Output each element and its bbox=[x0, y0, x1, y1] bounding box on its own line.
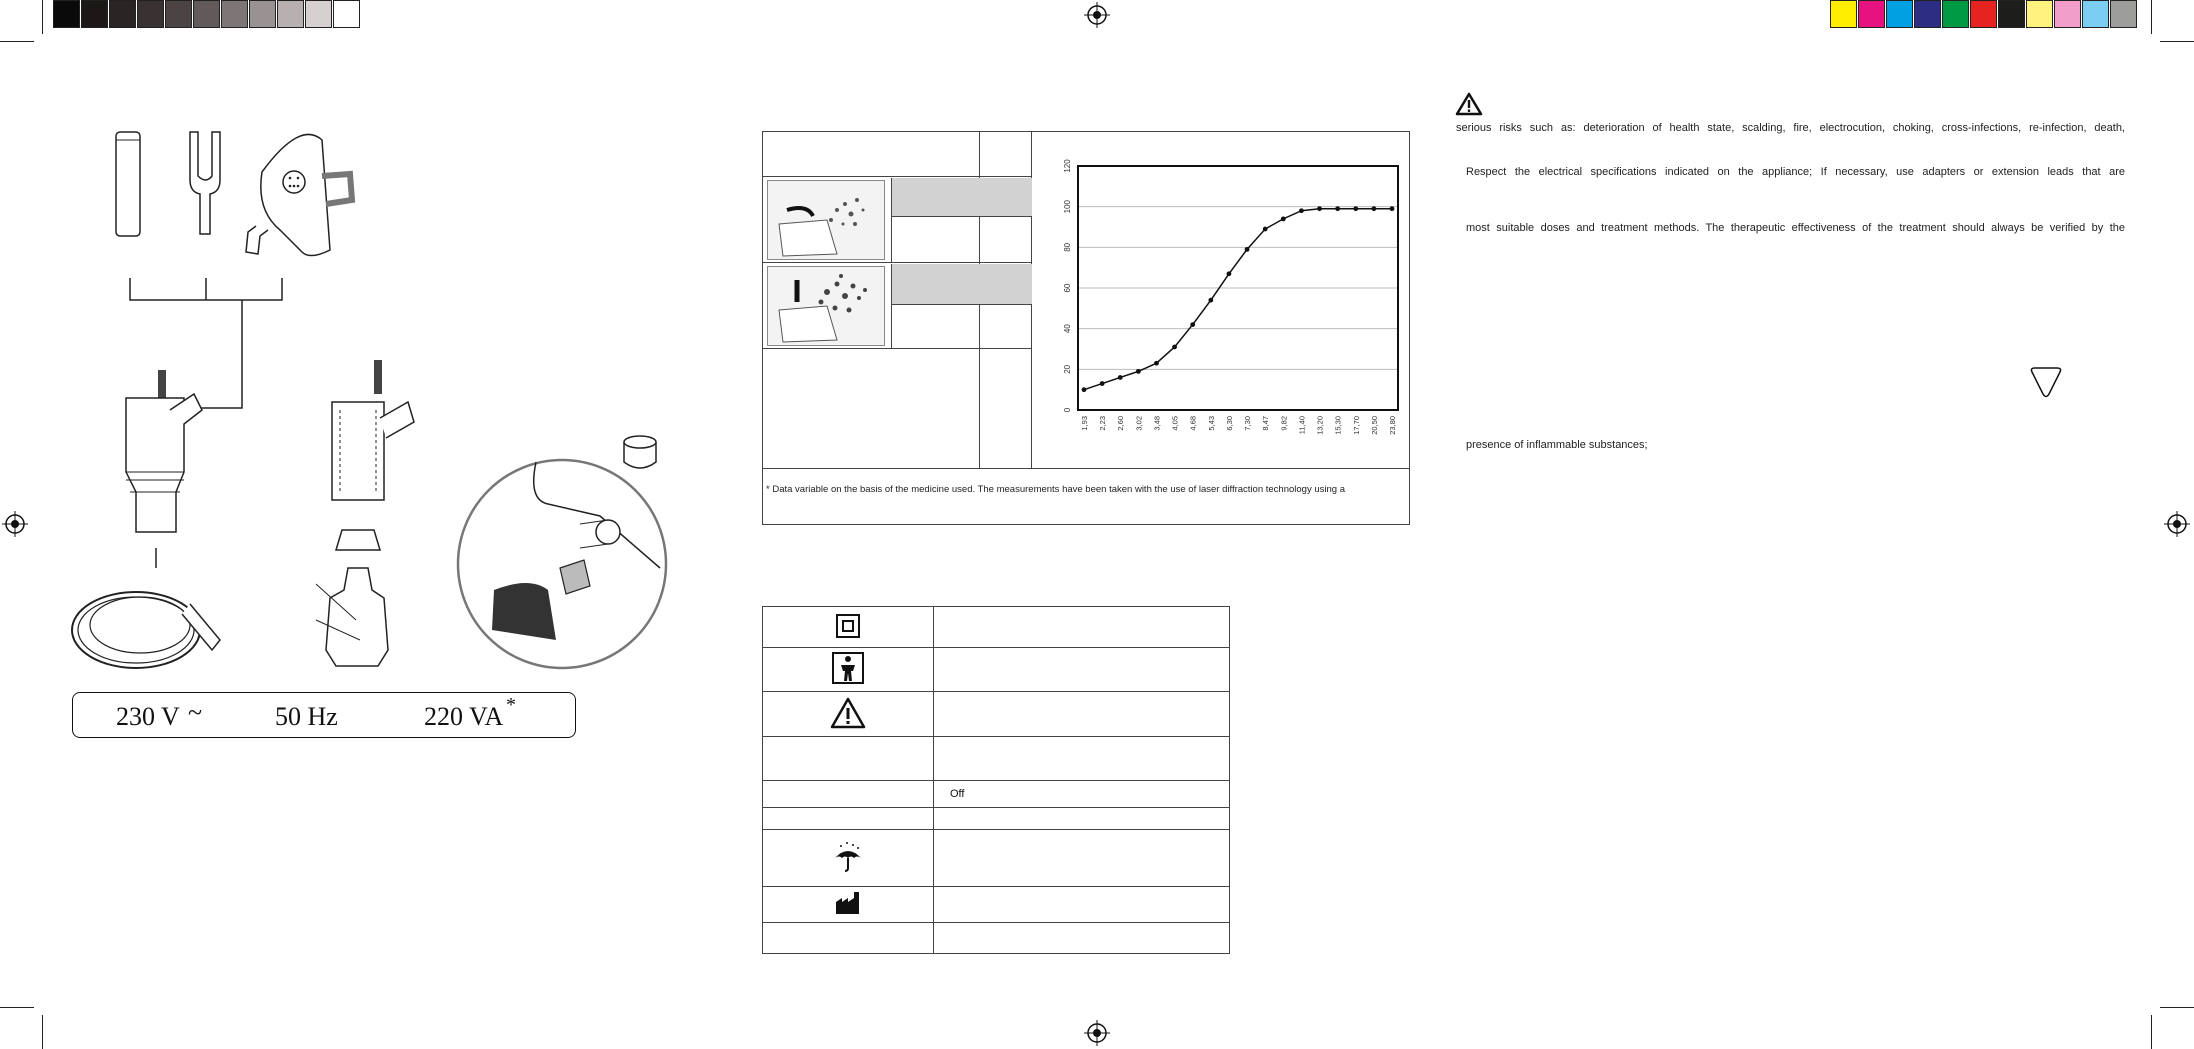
color-swatch bbox=[1942, 0, 1969, 28]
crop-mark bbox=[0, 41, 34, 42]
color-swatch bbox=[137, 0, 164, 28]
flammable-text: presence of inflammable substances; bbox=[1466, 439, 1648, 451]
color-swatch bbox=[1970, 0, 1997, 28]
y-tick-label: 60 bbox=[1063, 283, 1072, 293]
data-point bbox=[1299, 208, 1304, 213]
x-tick-label: 3,02 bbox=[1134, 416, 1144, 431]
table-row bbox=[763, 781, 1230, 808]
table-row bbox=[763, 923, 1230, 954]
y-tick-label: 20 bbox=[1063, 364, 1072, 374]
x-tick-label: 2,23 bbox=[1098, 416, 1108, 431]
data-point bbox=[1371, 206, 1376, 211]
warning-icon bbox=[1455, 92, 1483, 116]
symbol-description bbox=[934, 808, 1230, 830]
color-swatch bbox=[2054, 0, 2081, 28]
measurement-note: * Data variable on the basis of the medicine used. The measurements have been taken with the use of laser diffraction technology using a bbox=[766, 484, 1345, 495]
data-point bbox=[1245, 247, 1250, 252]
air-tube-drawing bbox=[72, 592, 220, 668]
data-point bbox=[1281, 216, 1286, 221]
y-tick-label: 40 bbox=[1063, 324, 1072, 334]
filter-detail-magnified-drawing bbox=[458, 460, 666, 668]
nebulizer-exploded-view-drawing bbox=[316, 360, 414, 666]
data-point bbox=[1100, 381, 1105, 386]
filter-cap-drawing bbox=[624, 436, 656, 468]
color-swatch bbox=[165, 0, 192, 28]
color-swatch bbox=[1998, 0, 2025, 28]
type-bf-icon bbox=[831, 651, 865, 685]
registration-mark-bottom bbox=[1084, 1020, 1110, 1046]
color-swatch bbox=[2110, 0, 2137, 28]
table-row bbox=[763, 887, 1230, 923]
table-row bbox=[763, 830, 1230, 887]
face-mask-drawing bbox=[246, 134, 352, 255]
x-tick-label: 15,30 bbox=[1333, 416, 1343, 435]
table-row bbox=[763, 607, 1230, 648]
data-point bbox=[1136, 369, 1141, 374]
particle-size-chart bbox=[1033, 134, 1407, 466]
data-point bbox=[1190, 322, 1195, 327]
x-tick-label: 2,60 bbox=[1116, 416, 1126, 431]
x-tick-label: 5,43 bbox=[1206, 416, 1216, 431]
color-swatch bbox=[333, 0, 360, 28]
symbol-description bbox=[934, 737, 1230, 781]
class-ii-icon bbox=[835, 613, 861, 639]
data-point bbox=[1208, 298, 1213, 303]
keep-dry-icon bbox=[831, 840, 865, 874]
nebulizer-spray-image-2 bbox=[767, 266, 885, 346]
risk-warning-text: serious risks such as: deterioration of health state, scalding, fire, electrocution, choking, cross-infections, re-infection, death, bbox=[1456, 122, 2125, 134]
table-row bbox=[763, 808, 1230, 830]
series-line bbox=[1084, 209, 1392, 390]
color-swatch bbox=[1830, 0, 1857, 28]
table-row bbox=[763, 737, 1230, 781]
crop-mark bbox=[2151, 0, 2152, 34]
manufacturer-icon bbox=[834, 890, 862, 916]
color-swatch bbox=[221, 0, 248, 28]
x-tick-label: 13,20 bbox=[1315, 416, 1325, 435]
crop-mark bbox=[42, 0, 43, 34]
data-point bbox=[1082, 387, 1087, 392]
symbol-description bbox=[934, 648, 1230, 692]
data-point bbox=[1353, 206, 1358, 211]
power-value: 220 VA bbox=[424, 702, 504, 731]
color-swatch bbox=[305, 0, 332, 28]
x-tick-label: 11,40 bbox=[1297, 416, 1307, 435]
color-swatch bbox=[1858, 0, 1885, 28]
x-tick-label: 20,50 bbox=[1369, 416, 1379, 435]
x-tick-label: 17,70 bbox=[1351, 416, 1361, 435]
y-tick-label: 0 bbox=[1063, 407, 1072, 413]
color-swatch bbox=[193, 0, 220, 28]
registration-mark-left bbox=[2, 511, 28, 537]
data-point bbox=[1390, 206, 1395, 211]
y-tick-label: 80 bbox=[1063, 242, 1072, 252]
asterisk-mark: * bbox=[506, 694, 516, 716]
color-swatch bbox=[277, 0, 304, 28]
symbol-description bbox=[934, 692, 1230, 737]
data-point bbox=[1172, 345, 1177, 350]
ac-symbol: ~ bbox=[188, 698, 203, 727]
x-tick-label: 4,05 bbox=[1170, 416, 1180, 431]
symbol-description bbox=[934, 607, 1230, 648]
x-tick-label: 1,93 bbox=[1080, 416, 1089, 431]
x-tick-label: 3,48 bbox=[1152, 416, 1162, 431]
treatment-text: most suitable doses and treatment methods. The therapeutic effectiveness of the treatment should always be verified by the bbox=[1466, 222, 2125, 234]
color-swatch bbox=[53, 0, 80, 28]
x-tick-label: 8,47 bbox=[1261, 416, 1271, 431]
x-tick-label: 7,30 bbox=[1243, 416, 1253, 431]
symbols-table bbox=[762, 606, 1230, 954]
y-tick-label: 100 bbox=[1063, 199, 1072, 214]
table-row bbox=[763, 648, 1230, 692]
color-swatch bbox=[109, 0, 136, 28]
data-point bbox=[1227, 271, 1232, 276]
symbol-description bbox=[934, 887, 1230, 923]
crop-mark bbox=[42, 1015, 43, 1049]
crop-mark bbox=[2160, 41, 2194, 42]
color-swatch bbox=[1886, 0, 1913, 28]
x-tick-label: 9,82 bbox=[1279, 416, 1289, 431]
nasal-fork-drawing bbox=[190, 132, 220, 234]
particle-data-table bbox=[762, 131, 1410, 525]
data-point bbox=[1317, 206, 1322, 211]
mouthpiece-tube-drawing bbox=[116, 132, 140, 236]
frequency-value: 50 Hz bbox=[275, 702, 338, 731]
assembled-nebulizer-drawing bbox=[126, 370, 202, 568]
registration-mark-right bbox=[2164, 511, 2190, 537]
color-swatch bbox=[81, 0, 108, 28]
nebulizer-spray-image-1 bbox=[767, 180, 885, 260]
x-tick-label: 4,68 bbox=[1188, 416, 1198, 431]
crop-mark bbox=[2160, 1007, 2194, 1008]
data-point bbox=[1154, 361, 1159, 366]
y-tick-label: 120 bbox=[1063, 159, 1072, 173]
data-point bbox=[1263, 227, 1268, 232]
registration-mark-top bbox=[1084, 2, 1110, 28]
symbol-description bbox=[934, 830, 1230, 887]
x-tick-label: 6,30 bbox=[1224, 416, 1234, 431]
voltage-value: 230 V bbox=[116, 702, 180, 731]
data-point bbox=[1335, 206, 1340, 211]
crop-mark bbox=[0, 1007, 34, 1008]
warning-triangle-outline-icon bbox=[2028, 366, 2064, 400]
nebulizer-components-illustration bbox=[60, 120, 680, 680]
color-swatch bbox=[249, 0, 276, 28]
color-swatch bbox=[2026, 0, 2053, 28]
color-swatch bbox=[2082, 0, 2109, 28]
symbol-description bbox=[934, 923, 1230, 954]
electrical-spec-text: Respect the electrical specifications indicated on the appliance; If necessary, use adapters or extension leads that are bbox=[1466, 166, 2125, 178]
data-point bbox=[1118, 375, 1123, 380]
color-swatch bbox=[1914, 0, 1941, 28]
x-tick-label: 23,80 bbox=[1388, 416, 1397, 435]
crop-mark bbox=[2151, 1015, 2152, 1049]
table-row bbox=[763, 692, 1230, 737]
warning-icon bbox=[830, 697, 866, 729]
off-label: Off bbox=[934, 781, 1230, 808]
